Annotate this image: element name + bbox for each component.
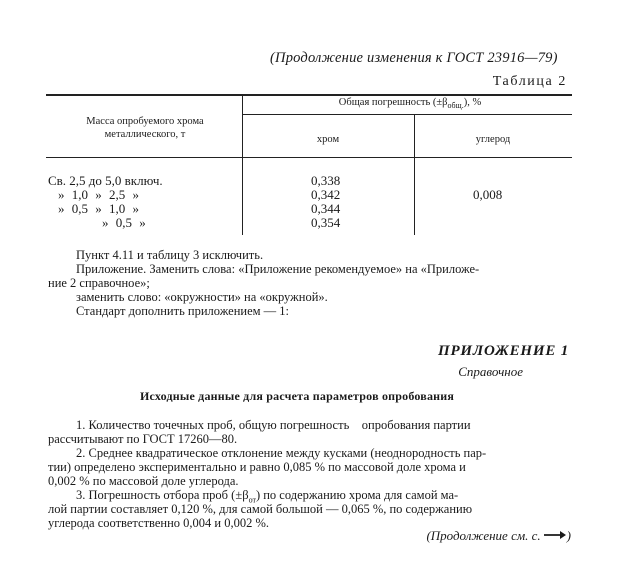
col-mass-header: Масса опробуемого хрома металлического, т xyxy=(86,116,204,140)
change-line-4: заменить слово: «окружности» на «окружной». xyxy=(76,290,328,304)
table-header-rule xyxy=(46,157,572,158)
table-col-divider-1 xyxy=(242,95,243,235)
change-line-1: Пункт 4.11 и таблицу 3 исключить. xyxy=(76,248,264,262)
change-line-2: Приложение. Заменить слова: «Приложение рекомендуемое» на «Приложе- xyxy=(76,262,480,276)
row-chrom-4: 0,354 xyxy=(311,215,341,230)
p2-line-2: тии) определено экспериментально и равно 0,085 % по массовой доле хрома и xyxy=(48,460,466,474)
p3-line-3: углерода соответственно 0,004 и 0,002 %. xyxy=(48,516,270,530)
row-mass-4: » 0,5 » xyxy=(102,215,146,230)
table-label: Таблица 2 xyxy=(492,74,567,89)
p2-line-1: 2. Среднее квадратическое отклонение между кусками (неоднородность пар- xyxy=(76,446,487,460)
footer-continuation: (Продолжение см. с. ) xyxy=(426,528,571,543)
row-chrom-3: 0,344 xyxy=(311,201,341,216)
p1-line-2: рассчитывают по ГОСТ 17260—80. xyxy=(48,432,238,446)
col-carbon-header: углерод xyxy=(475,134,511,145)
p1-line-1: 1. Количество точечных проб, общую погрешность опробования партии xyxy=(76,418,471,432)
change-line-3: ние 2 справочное»; xyxy=(48,276,150,290)
p2-line-3: 0,002 % по массовой доле углерода. xyxy=(48,474,239,488)
row-mass-1: Св. 2,5 до 5,0 включ. xyxy=(48,173,163,188)
p3-line-2: лой партии составляет 0,120 %, для самой большой — 0,065 %, по содержанию xyxy=(48,502,473,516)
error-group-header: Общая погрешность $(\pm\beta_{общ.})$, % xyxy=(338,97,482,111)
continuation-header: (Продолжение изменения к ГОСТ 23916—79) xyxy=(270,50,558,66)
row-chrom-1: 0,338 xyxy=(311,173,341,188)
row-mass-2: » 1,0 » 2,5 » xyxy=(58,187,139,202)
table-subheader-rule xyxy=(242,114,572,115)
col-chrom-header: хром xyxy=(316,134,340,145)
section-title: Исходные данные для расчета параметров опробования xyxy=(140,389,455,403)
p3-line-1: 3. Погрешность отбора проб $(\pm\beta_{от})$ по содержанию хрома для самой ма- xyxy=(76,488,459,505)
appendix-title: ПРИЛОЖЕНИЕ 1 xyxy=(437,343,569,359)
carbon-value: 0,008 xyxy=(473,187,503,202)
change-line-5: Стандарт дополнить приложением — 1: xyxy=(76,304,290,318)
row-mass-3: » 0,5 » 1,0 » xyxy=(58,201,139,216)
appendix-subtitle: Справочное xyxy=(458,364,523,379)
right-arrow-icon xyxy=(543,528,567,544)
row-chrom-2: 0,342 xyxy=(311,187,341,202)
